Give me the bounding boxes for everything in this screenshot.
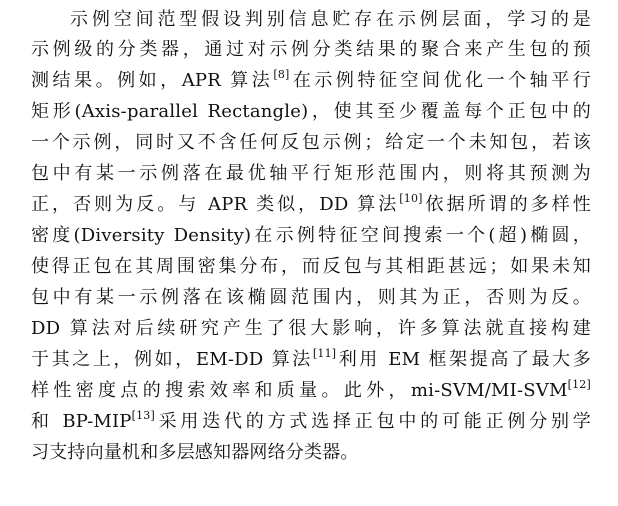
text-line bbox=[31, 97, 591, 127]
text-line bbox=[31, 221, 591, 251]
text-run: 利用 EM 框架提高了最大多 bbox=[336, 349, 591, 370]
text-line bbox=[31, 345, 591, 375]
text-run: 示例空间范型假设判别信息贮存在示例层面，学习的是 bbox=[70, 9, 591, 30]
text-run: 矩形(Axis-parallel Rectangle)，使其至少覆盖每个正包中的 bbox=[31, 101, 591, 122]
text-line bbox=[31, 159, 591, 189]
citation-superscript: [13] bbox=[131, 409, 155, 422]
text-run: 采用迭代的方式选择正包中的可能正例分别学 bbox=[155, 411, 591, 432]
text-run: 测结果。例如，APR 算法 bbox=[31, 70, 274, 91]
text-line bbox=[31, 376, 591, 406]
text-run: 依据所谓的多样性 bbox=[422, 194, 591, 215]
text-line bbox=[31, 128, 591, 158]
text-run: 样性密度点的搜索效率和质量。此外，mi-SVM/MI-SVM bbox=[31, 380, 568, 401]
text-run: DD 算法对后续研究产生了很大影响，许多算法就直接构建 bbox=[31, 318, 591, 339]
text-run: 一个示例，同时又不含任何反包示例；给定一个未知包，若该 bbox=[31, 132, 591, 153]
text-line bbox=[31, 66, 591, 96]
text-line bbox=[31, 407, 591, 437]
text-line bbox=[31, 283, 591, 313]
citation-superscript: [12] bbox=[567, 378, 591, 391]
text-line bbox=[31, 438, 591, 468]
citation-superscript: [11] bbox=[312, 347, 337, 360]
text-run: 习支持向量机和多层感知器网络分类器。 bbox=[31, 442, 359, 463]
text-run: 包中有某一示例落在最优轴平行矩形范围内，则将其预测为 bbox=[31, 163, 591, 184]
citation-superscript: [8] bbox=[273, 68, 290, 81]
text-run: 和 BP-MIP bbox=[31, 411, 132, 432]
text-line bbox=[70, 5, 591, 35]
text-run: 正，否则为反。与 APR 类似，DD 算法 bbox=[31, 194, 400, 215]
text-line bbox=[31, 252, 591, 282]
text-run: 在示例特征空间优化一个轴平行 bbox=[289, 70, 591, 91]
text-line bbox=[31, 35, 591, 65]
text-line bbox=[31, 314, 591, 344]
text-line bbox=[31, 190, 591, 220]
text-run: 示例级的分类器，通过对示例分类结果的聚合来产生包的预 bbox=[31, 39, 591, 60]
text-run: 使得正包在其周围密集分布，而反包与其相距甚远；如果未知 bbox=[31, 256, 591, 277]
citation-superscript: [10] bbox=[399, 192, 423, 205]
text-run: 包中有某一示例落在该椭圆范围内，则其为正，否则为反。 bbox=[31, 287, 591, 308]
text-run: 于其之上，例如，EM-DD 算法 bbox=[31, 349, 313, 370]
text-run: 密度(Diversity Density)在示例特征空间搜索一个(超)椭圆， bbox=[31, 225, 591, 246]
